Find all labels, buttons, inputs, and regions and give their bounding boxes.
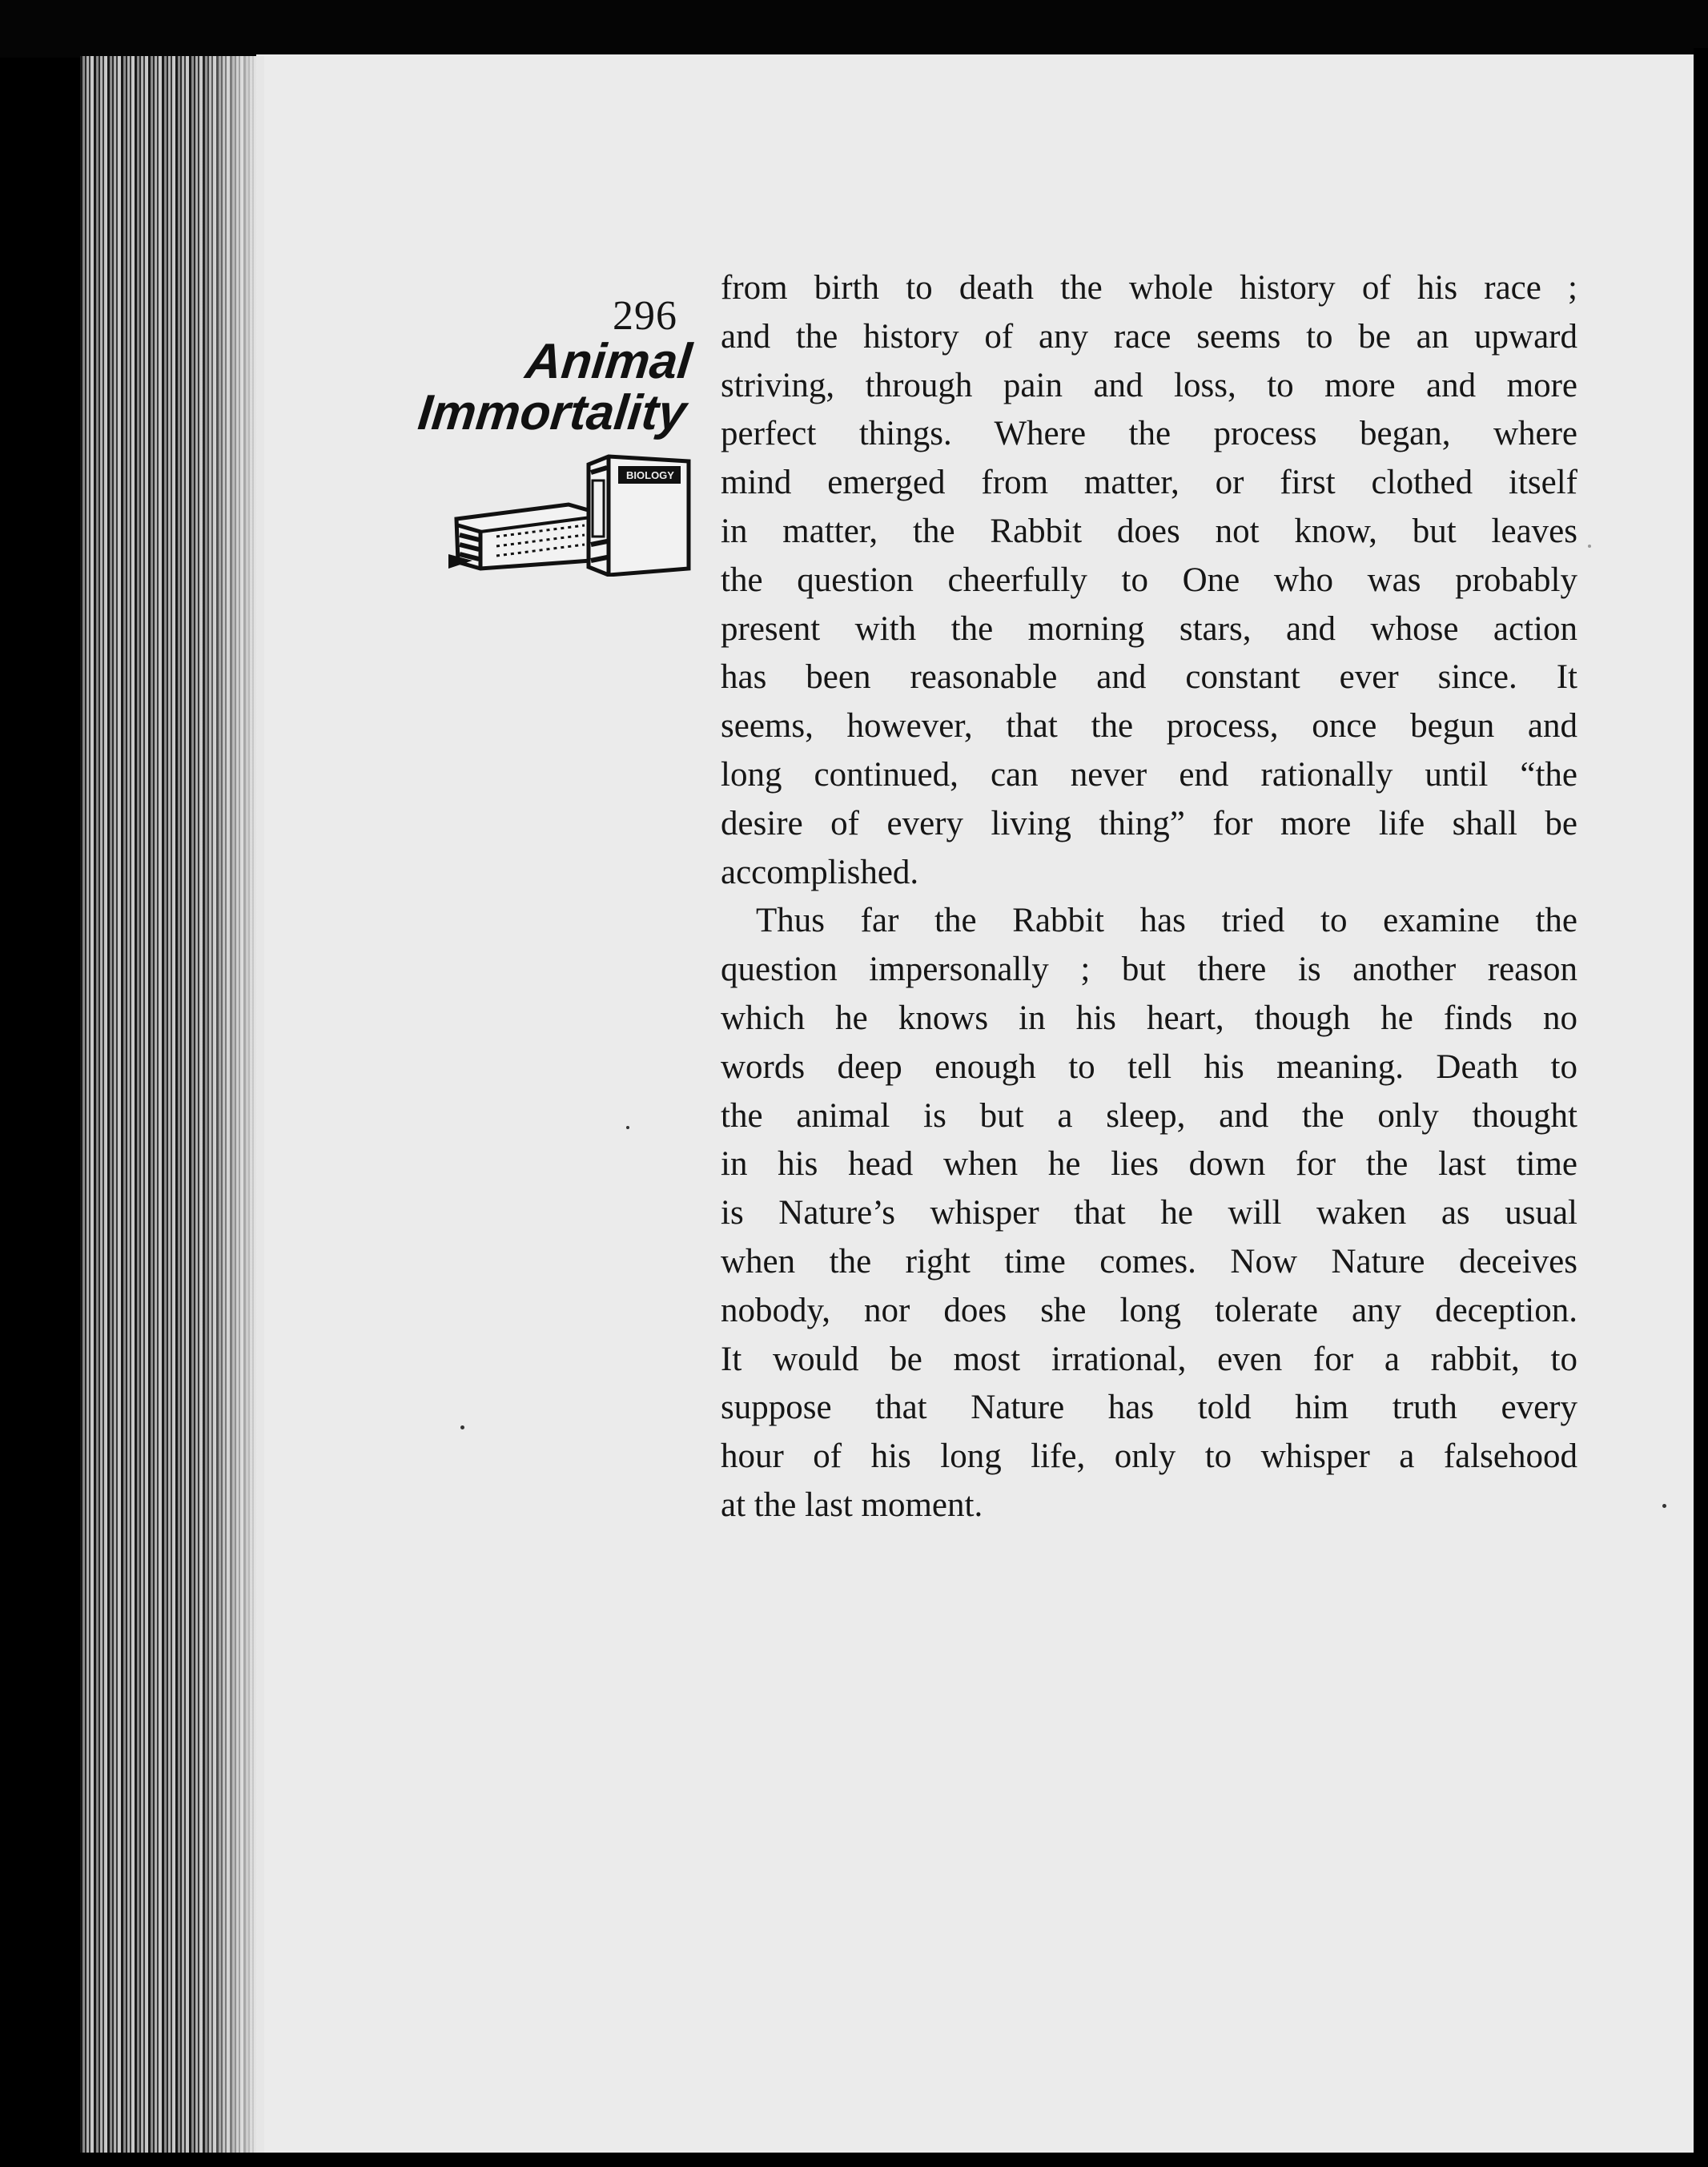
paragraph-2 xyxy=(721,897,1577,1530)
lying-book-illustration xyxy=(448,505,591,569)
scan-speck xyxy=(1662,1504,1666,1508)
text-line: perfect things. Where the process began, where xyxy=(721,415,1577,453)
page-number: 296 xyxy=(613,293,677,339)
text-line: and the history of any race seems to be an upward xyxy=(721,317,1577,356)
scan-border-top xyxy=(0,0,1708,58)
margin-title-line-2: Immortality xyxy=(415,385,689,440)
body-text xyxy=(721,264,1577,1530)
margin-title xyxy=(411,336,693,439)
scan-speck xyxy=(1588,545,1591,548)
book-spine-label: BIOLOGY xyxy=(626,469,674,481)
text-line: accomplished. xyxy=(721,853,919,891)
text-line: striving, through pain and loss, to more and more xyxy=(721,366,1577,404)
text-line: in matter, the Rabbit does not know, but leaves xyxy=(721,512,1577,550)
scan-border-right xyxy=(1694,48,1708,2167)
text-line: has been reasonable and constant ever since. It xyxy=(721,658,1577,697)
text-line: is Nature’s whisper that he will waken as usual xyxy=(721,1194,1577,1232)
text-line: the question cheerfully to One who was probably xyxy=(721,561,1577,599)
text-line: when the right time comes. Now Nature deceives xyxy=(721,1242,1577,1280)
text-line: hour of his long life, only to whisper a falsehood xyxy=(721,1437,1577,1476)
text-line: the animal is but a sleep, and the only thought xyxy=(721,1096,1577,1135)
text-line: present with the morning stars, and whose action xyxy=(721,609,1577,648)
text-line: suppose that Nature has told him truth every xyxy=(721,1389,1577,1427)
text-line: seems, however, that the process, once begun and xyxy=(721,707,1577,746)
text-line: mind emerged from matter, or first clothed itself xyxy=(721,464,1577,502)
text-line: Thus far the Rabbit has tried to examine the xyxy=(756,902,1577,940)
text-line: from birth to death the whole history of his race ; xyxy=(721,269,1577,307)
text-line: question impersonally ; but there is another reason xyxy=(721,951,1577,989)
text-line: It would be most irrational, even for a rabbit, to xyxy=(721,1340,1577,1378)
scan-speck xyxy=(626,1126,629,1129)
scan-speck xyxy=(460,1425,464,1429)
margin-title-line-1: Animal xyxy=(523,334,695,389)
text-line: words deep enough to tell his meaning. Death to xyxy=(721,1047,1577,1086)
text-line: in his head when he lies down for the last time xyxy=(721,1145,1577,1184)
text-line: which he knows in his heart, though he finds no xyxy=(721,999,1577,1037)
text-line: desire of every living thing” for more life shall be xyxy=(721,804,1577,842)
page-edge-shadow xyxy=(200,56,264,2154)
text-line: nobody, nor does she long tolerate any deception. xyxy=(721,1291,1577,1329)
scan-border-bottom xyxy=(0,2153,1708,2167)
text-line: long continued, can never end rationally until “the xyxy=(721,755,1577,794)
paragraph-1 xyxy=(721,264,1577,897)
text-line: at the last moment. xyxy=(721,1486,983,1524)
